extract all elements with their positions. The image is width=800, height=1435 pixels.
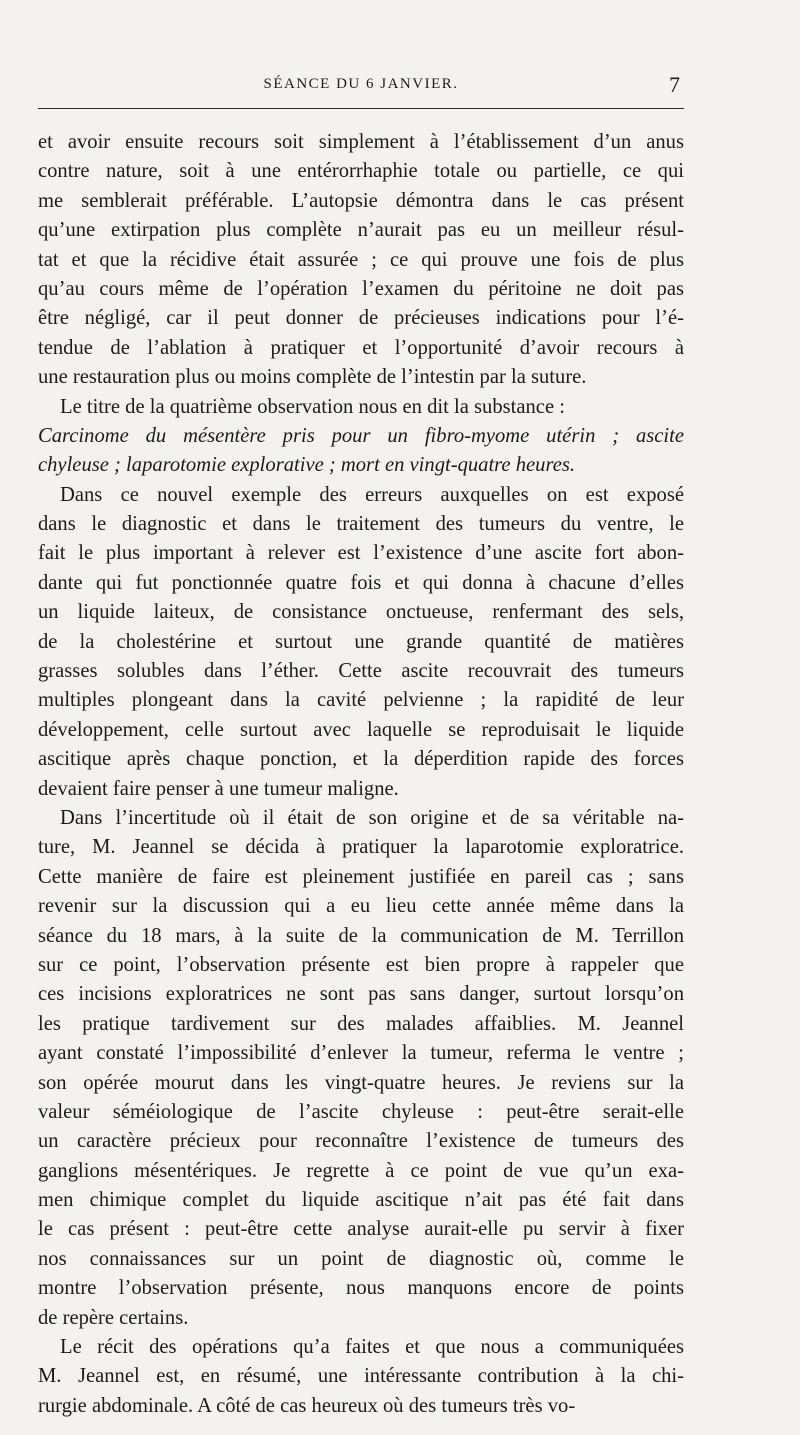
text-line: de repère certains. [38,1306,189,1329]
text-line: rurgie abdominale. A côté de cas heureux où des tumeurs très vo- [38,1394,576,1417]
text-line: fait le plus important à relever est l’existence d’une ascite fort abon- [38,542,684,565]
text-line: Le titre de la quatrième observation nous en dit la substance : [60,395,565,418]
text-line: grasses solubles dans l’éther. Cette ascite recouvrait des tumeurs [38,660,684,683]
paragraph [38,1333,684,1421]
text-line: et avoir ensuite recours soit simplement à l’établissement d’un anus [38,131,684,153]
text-line: ture, M. Jeannel se décida à pratiquer la laparotomie exploratrice. [38,836,684,859]
paragraph [38,422,684,481]
text-line: revenir sur la discussion qui a eu lieu cette année même dans la [38,895,684,918]
header-title: SÉANCE DU 6 JANVIER. [263,76,459,92]
page-number: 7 [669,72,680,97]
header-rule [38,108,684,109]
body-text [38,128,684,1421]
text-line: le cas présent : peut-être cette analyse aurait-elle pu servir à fixer [38,1218,684,1241]
text-line: ayant constaté l’impossibilité d’enlever la tumeur, referma le ventre ; [38,1042,684,1065]
text-line: son opérée mourut dans les vingt-quatre heures. Je reviens sur la [38,1071,684,1094]
paragraph [38,393,684,422]
text-line: les pratique tardivement sur des malades affaiblies. M. Jeannel [38,1012,684,1035]
paragraph [38,481,684,804]
text-line: une restauration plus ou moins complète de l’intestin par la suture. [38,366,587,389]
text-line: nos connaissances sur un point de diagnostic où, comme le [38,1247,684,1270]
paragraph [38,128,684,393]
text-line: un caractère précieux pour reconnaître l’existence de tumeurs des [38,1130,684,1153]
text-line: qu’au cours même de l’opération l’examen du péritoine ne doit pas [38,277,684,300]
text-line: valeur séméiologique de l’ascite chyleuse : peut-être serait-elle [38,1100,684,1123]
text-line: ascitique après chaque ponction, et la déperdition rapide des forces [38,748,684,771]
text-line: Cette manière de faire est pleinement justifiée en pareil cas ; sans [38,865,684,888]
text-line: ces incisions exploratrices ne sont pas sans danger, surtout lorsqu’on [38,983,684,1006]
text-line: séance du 18 mars, à la suite de la communication de M. Terrillon [38,924,684,947]
text-line: dante qui fut ponctionnée quatre fois et qui donna à chacune d’elles [38,571,684,594]
text-line: Carcinome du mésentère pris pour un fibro-myome utérin ; ascite [38,424,684,447]
paragraph [38,804,684,1333]
text-line: men chimique complet du liquide ascitique n’ait pas été fait dans [38,1189,684,1212]
text-line: un liquide laiteux, de consistance onctueuse, renfermant des sels, [38,601,684,624]
text-line: M. Jeannel est, en résumé, une intéressante contribution à la chi- [38,1365,684,1388]
text-line: qu’une extirpation plus complète n’aurait pas eu un meilleur résul- [38,219,684,242]
text-line: de la cholestérine et surtout une grande quantité de matières [38,630,684,653]
text-line: tendue de l’ablation à pratiquer et l’opportunité d’avoir recours à [38,336,684,359]
text-line: devaient faire penser à une tumeur maligne. [38,777,399,800]
text-line: multiples plongeant dans la cavité pelvienne ; la rapidité de leur [38,689,684,712]
text-line: montre l’observation présente, nous manquons encore de points [38,1277,684,1300]
running-header [38,72,684,104]
text-line: être négligé, car il peut donner de précieuses indications pour l’é- [38,307,684,330]
text-line: me semblerait préférable. L’autopsie démontra dans le cas présent [38,189,684,212]
text-line: ganglions mésentériques. Je regrette à ce point de vue qu’un exa- [38,1159,684,1182]
text-line: Dans l’incertitude où il était de son origine et de sa véritable na- [60,806,684,829]
text-line: Le récit des opérations qu’a faites et que nous a communiquées [60,1336,684,1359]
text-line: chyleuse ; laparotomie explorative ; mort en vingt-quatre heures. [38,454,576,477]
text-line: tat et que la récidive était assurée ; ce qui prouve une fois de plus [38,248,684,271]
text-line: développement, celle surtout avec laquelle se reproduisait le liquide [38,718,684,741]
text-line: contre nature, soit à une entérorrhaphie totale ou partielle, ce qui [38,160,684,183]
text-line: dans le diagnostic et dans le traitement des tumeurs du ventre, le [38,513,684,536]
text-line: Dans ce nouvel exemple des erreurs auxquelles on est exposé [60,483,684,506]
text-line: sur ce point, l’observation présente est bien propre à rappeler que [38,953,684,976]
